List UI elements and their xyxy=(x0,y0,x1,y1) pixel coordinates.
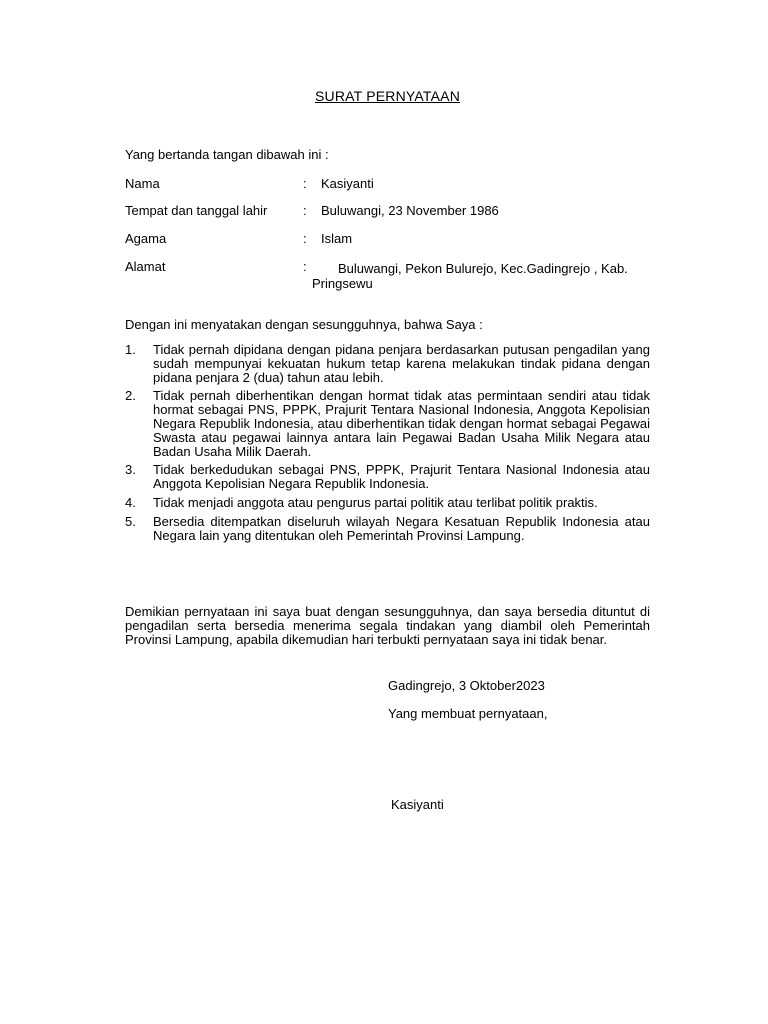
field-value-agama: Islam xyxy=(321,231,353,246)
intro-text: Yang bertanda tangan dibawah ini : xyxy=(125,147,329,162)
field-label-nama: Nama xyxy=(125,176,160,191)
list-text: Tidak pernah diberhentikan dengan hormat tidak atas permintaan sendiri atau tidak hormat sebagai PNS, PPPK, Prajurit Tentara Nasional Indonesia, Anggota Kepolisian Negara Republik Indonesia, atau diberhentikan tidak dengan hormat sebagai Pegawai Swasta atau pegawai lainnya antara lain Pegawai Badan Usaha Milik Negara atau Badan Usaha Milik Daerah. xyxy=(153,388,650,459)
document-title: SURAT PERNYATAAN xyxy=(314,88,461,104)
field-value-alamat xyxy=(312,261,672,291)
list-number: 5. xyxy=(125,513,136,529)
list-number: 2. xyxy=(125,388,136,404)
list-item xyxy=(125,343,650,384)
list-item xyxy=(125,496,650,510)
statement-list xyxy=(125,343,650,547)
list-item xyxy=(125,389,650,458)
signer-name: Kasiyanti xyxy=(391,797,444,812)
field-value-nama: Kasiyanti xyxy=(321,176,374,191)
field-colon: : xyxy=(303,259,307,274)
list-text: Tidak berkedudukan sebagai PNS, PPPK, Prajurit Tentara Nasional Indonesia atau Anggota Kepolisian Negara Republik Indonesia. xyxy=(153,462,650,492)
list-text: Tidak menjadi anggota atau pengurus partai politik atau terlibat politik praktis. xyxy=(153,494,598,510)
closing-paragraph: Demikian pernyataan ini saya buat dengan sesungguhnya, dan saya bersedia dituntut di pengadilan serta bersedia menerima segala tindakan yang diambil oleh Pemerintah Provinsi Lampung, apabila dikemudian hari terbukti pernyataan saya ini tidak benar. xyxy=(125,604,650,647)
field-colon: : xyxy=(303,231,307,246)
address-line-1: Buluwangi, Pekon Bulurejo, Kec.Gadingrejo , Kab. xyxy=(338,261,628,276)
field-colon: : xyxy=(303,203,307,218)
statement-intro: Dengan ini menyatakan dengan sesungguhnya, bahwa Saya : xyxy=(125,317,483,332)
address-line-2: Pringsewu xyxy=(312,276,373,291)
signer-role: Yang membuat pernyataan, xyxy=(388,706,548,721)
field-value-tempat-tanggal-lahir: Buluwangi, 23 November 1986 xyxy=(321,203,499,218)
field-label-agama: Agama xyxy=(125,231,167,246)
field-colon: : xyxy=(303,176,307,191)
place-date: Gadingrejo, 3 Oktober2023 xyxy=(388,678,545,693)
list-item xyxy=(125,463,650,491)
list-number: 4. xyxy=(125,494,136,510)
list-text: Bersedia ditempatkan diseluruh wilayah Negara Kesatuan Republik Indonesia atau Negara lain yang ditentukan oleh Pemerintah Provinsi Lampung. xyxy=(153,513,650,543)
list-text: Tidak pernah dipidana dengan pidana penjara berdasarkan putusan pengadilan yang sudah mempunyai kekuatan hukum tetap karena melakukan tindak pidana dengan pidana penjara 2 (dua) tahun atau lebih. xyxy=(153,342,650,385)
list-number: 3. xyxy=(125,462,136,478)
field-label-tempat-tanggal-lahir: Tempat dan tanggal lahir xyxy=(125,203,268,218)
list-number: 1. xyxy=(125,342,136,357)
field-label-alamat: Alamat xyxy=(125,259,166,274)
list-item xyxy=(125,515,650,543)
